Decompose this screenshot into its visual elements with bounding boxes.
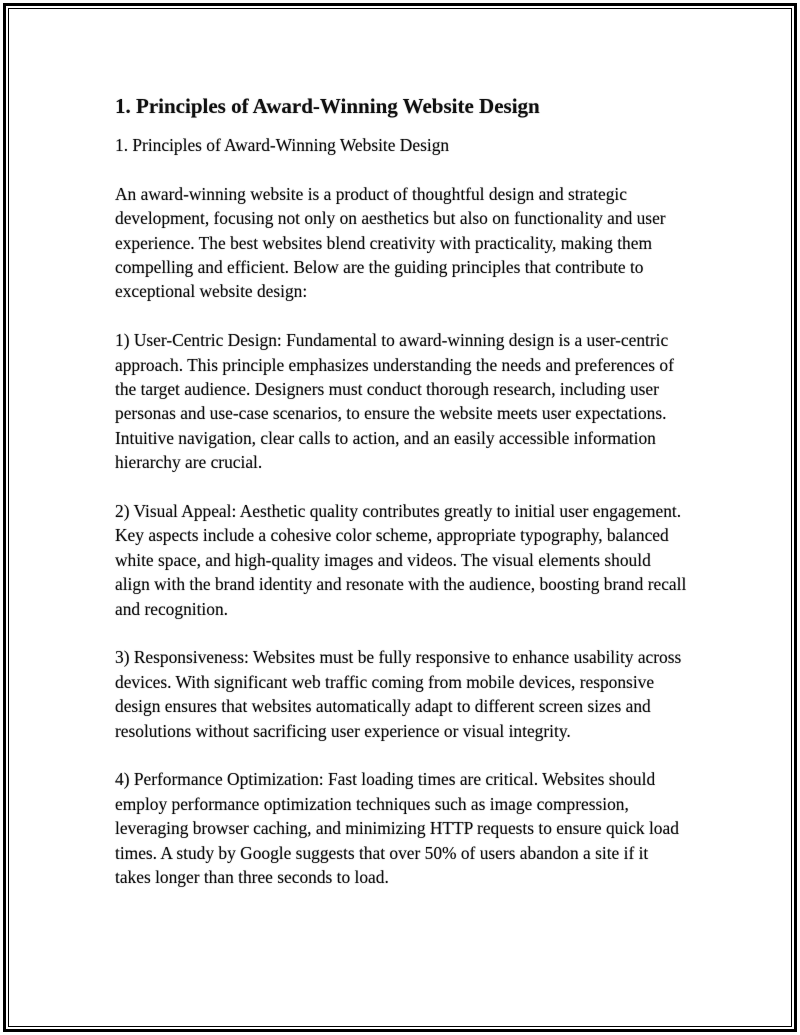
user-centric-design-paragraph: 1) User-Centric Design: Fundamental to award-winning design is a user-centric approach. This principle emphasizes understanding the needs and preferences of the target audience. Designers must conduct thorough research, including user personas and use-case scenarios, to ensure the website meets user expectations. Intuitive navigation, clear calls to action, and an easily accessible information hierarchy are crucial. (115, 330, 674, 473)
document-title: 1. Principles of Award-Winning Website Design (115, 94, 540, 118)
intro-paragraph: An award-winning website is a product of thoughtful design and strategic development, focusing not only on aesthetics but also on functionality and user experience. The best websites blend creativity with practicality, making them compelling and efficient. Below are the guiding principles that contribute to exceptional website design: (115, 183, 666, 302)
responsiveness-paragraph: 3) Responsiveness: Websites must be fully responsive to enhance usability across devices. With significant web traffic coming from mobile devices, responsive design ensures that websites automatically adapt to different screen sizes and resolutions without sacrificing user experience or visual integrity. (115, 647, 682, 741)
visual-appeal-paragraph: 2) Visual Appeal: Aesthetic quality contributes greatly to initial user engagement. Key aspects include a cohesive color scheme, appropriate typography, balanced white space, and high-quality images and videos. The visual elements should align with the brand identity and resonate with the audience, boosting brand recall and recognition. (115, 501, 687, 619)
performance-optimization-paragraph: 4) Performance Optimization: Fast loading times are critical. Websites should employ performance optimization techniques such as image compression, leveraging browser caching, and minimizing HTTP requests to ensure quick load times. A study by Google suggests that over 50% of users abandon a site if it takes longer than three seconds to load. (115, 769, 679, 888)
document-body (115, 92, 687, 890)
document-subtitle: 1. Principles of Award-Winning Website Design (115, 135, 450, 155)
